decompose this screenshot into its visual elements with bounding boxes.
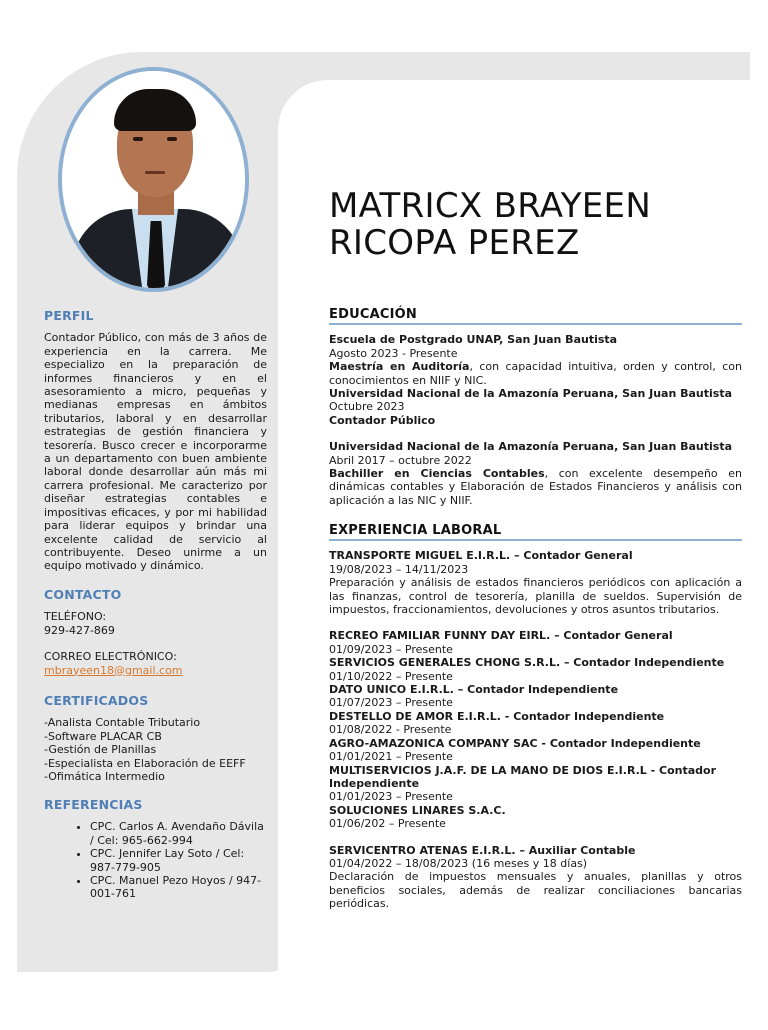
email-label: CORREO ELECTRÓNICO:: [44, 650, 177, 664]
edu-date: Abril 2017 – octubre 2022: [329, 453, 472, 467]
profile-photo: [58, 67, 249, 292]
perfil-title: PERFIL: [44, 308, 94, 323]
perfil-text: Contador Público, con más de 3 años de experiencia en la carrera. Me especializo en la preparación de informes financieros y en el asesoramiento a micro, pequeñas y medianas empresas en ámbitos tributarios, laboral y en desarrollar estrategias de gestión financiera y tesorería. Busco crecer e incorporarme a un departamento con buen ambiente laboral donde desarrollar aún más mi carrera profesional. Me caracterizo por diseñar estrategias contables e impositivas eficaces, y por mi habilidad para liderar equipos y brindar una excelente calidad de servicio al contribuyente. Deseo unirme a un equipo motivado y dinámico.: [44, 331, 267, 573]
perfil-section: [44, 309, 267, 573]
job-title: DESTELLO DE AMOR E.I.R.L. - Contador Independiente: [329, 709, 665, 723]
job-date: 01/01/2023 – Presente: [329, 790, 453, 804]
job-date: 19/08/2023 – 14/11/2023: [329, 562, 469, 576]
job-title: SOLUCIONES LINARES S.A.C.: [329, 803, 506, 817]
experiencia-section: [329, 524, 742, 911]
reference-item: • CPC. Carlos A. Avendaño Dávila / Cel: 965-662-994: [90, 820, 267, 847]
edu-degree: Maestría en Auditoría: [329, 360, 470, 374]
contacto-section: [44, 588, 267, 677]
edu-detail: , con capacidad intuitiva, orden y control, con conocimientos en NIIF y NIC.: [329, 360, 742, 387]
mouth-shape: [145, 171, 165, 174]
full-name: [329, 188, 651, 262]
job-date: 01/06/202 – Presente: [329, 817, 446, 831]
referencias-section: [44, 798, 267, 901]
name-line-1: MATRICX BRAYEEN: [329, 186, 652, 226]
job-title: MULTISERVICIOS J.A.F. DE LA MANO DE DIOS E.I.R.L - Contador Independiente: [329, 763, 717, 790]
certificados-title: CERTIFICADOS: [44, 693, 149, 708]
edu-description: [329, 467, 742, 507]
referencias-title: REFERENCIAS: [44, 797, 143, 812]
right-eye: [167, 137, 177, 141]
job-date: 01/09/2023 – Presente: [329, 642, 453, 656]
edu-degree: Contador Público: [329, 413, 436, 427]
job-date: 01/07/2023 – Presente: [329, 696, 453, 710]
cert-item: -Especialista en Elaboración de EEFF: [44, 756, 246, 770]
job-title: TRANSPORTE MIGUEL E.I.R.L. – Contador General: [329, 549, 633, 563]
edu-degree: Bachiller en Ciencias Contables: [329, 467, 545, 481]
edu-institution: Universidad Nacional de la Amazonía Peruana, San Juan Bautista: [329, 440, 733, 454]
cert-item: -Analista Contable Tributario: [44, 716, 201, 730]
job-description: Preparación y análisis de estados financieros periódicos con aplicación a las finanzas, control de tesorería, planilla de sueldos. Supervisión de impuestos, fraccionamientos, devoluciones y otros asuntos tributarios.: [329, 576, 742, 617]
job-description: Declaración de impuestos mensuales y anuales, planillas y otros beneficios sociales, además de realizar conciliaciones bancarias periódicas.: [329, 870, 742, 911]
cert-item: -Gestión de Planillas: [44, 743, 157, 757]
job-date: 01/04/2022 – 18/08/2023 (16 meses y 18 días): [329, 856, 588, 870]
cert-item: -Software PLACAR CB: [44, 729, 162, 743]
educacion-section: [329, 308, 742, 507]
job-date: 01/10/2022 – Presente: [329, 669, 453, 683]
cert-item: -Ofimática Intermedio: [44, 770, 165, 784]
edu-detail: , con excelente desempeño en dinámicas contables y Elaboración de Estados Financieros y análisis con aplicación a las NIC y NIIF.: [329, 467, 742, 507]
references-list: [44, 820, 267, 900]
reference-item: • CPC. Manuel Pezo Hoyos / 947-001-761: [90, 874, 267, 901]
job-title: SERVICENTRO ATENAS E.I.R.L. – Auxiliar Contable: [329, 843, 636, 857]
job-title: SERVICIOS GENERALES CHONG S.R.L. – Contador Independiente: [329, 656, 725, 670]
experiencia-title: EXPERIENCIA LABORAL: [329, 524, 742, 541]
email-link[interactable]: mbrayeen18@gmail.com: [44, 663, 183, 677]
job-date: 01/01/2021 – Presente: [329, 750, 453, 764]
job-date: 01/08/2022 - Presente: [329, 723, 452, 737]
edu-institution: Escuela de Postgrado UNAP, San Juan Bautista: [329, 333, 618, 347]
phone-value: 929-427-869: [44, 623, 115, 637]
job-title: AGRO-AMAZONICA COMPANY SAC - Contador Independiente: [329, 736, 701, 750]
left-eye: [133, 137, 143, 141]
educacion-title: EDUCACIÓN: [329, 308, 742, 325]
edu-date: Octubre 2023: [329, 400, 405, 414]
contacto-title: CONTACTO: [44, 587, 122, 602]
job-title: DATO UNICO E.I.R.L. – Contador Independiente: [329, 683, 619, 697]
certificados-section: [44, 694, 267, 783]
phone-label: TELÉFONO:: [44, 610, 107, 624]
edu-description: [329, 360, 742, 387]
job-title: RECREO FAMILIAR FUNNY DAY EIRL. – Contador General: [329, 629, 673, 643]
edu-institution: Universidad Nacional de la Amazonía Peruana, San Juan Bautista: [329, 387, 733, 401]
name-line-2: RICOPA PEREZ: [329, 223, 580, 263]
edu-date: Agosto 2023 - Presente: [329, 346, 458, 360]
reference-item: • CPC. Jennifer Lay Soto / Cel: 987-779-905: [90, 847, 267, 874]
